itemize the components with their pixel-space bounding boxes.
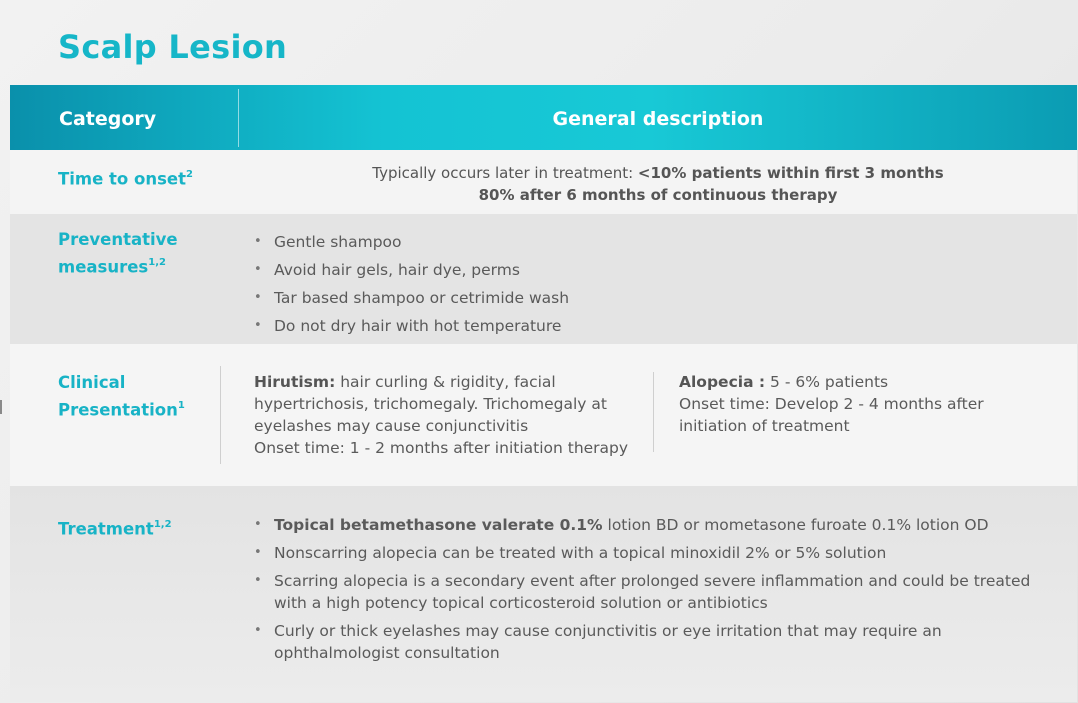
- header-category: Category: [59, 108, 157, 130]
- reference-sup: 2: [186, 169, 193, 180]
- onset-lead: Typically occurs later in treatment:: [372, 164, 638, 182]
- treatment-text: lotion BD or mometasone furoate 0.1% lotion OD: [602, 516, 989, 534]
- category-preventative-measures: [58, 228, 228, 280]
- page-title: Scalp Lesion: [58, 28, 288, 66]
- column-divider: [653, 372, 654, 452]
- list-item: • Nonscarring alopecia can be treated with a topical minoxidil 2% or 5% solution: [254, 542, 1047, 564]
- row-time-to-onset: [10, 150, 1077, 214]
- category-label: Time to onset: [58, 169, 186, 189]
- category-clinical-presentation: [58, 371, 228, 423]
- header-description: General description: [552, 108, 764, 130]
- alopecia-onset: Onset time: Develop 2 - 4 months after initiation of treatment: [679, 395, 984, 435]
- column-divider: [220, 366, 221, 464]
- row-treatment: [10, 486, 1077, 702]
- row-preventative-measures: [10, 214, 1077, 344]
- list-item: • Tar based shampoo or cetrimide wash: [254, 284, 569, 312]
- onset-description: [239, 162, 1077, 206]
- alopecia-label: Alopecia :: [679, 373, 766, 391]
- hirutism-description: [254, 371, 634, 437]
- list-item: • Do not dry hair with hot temperature: [254, 312, 569, 340]
- category-time-to-onset: [58, 164, 228, 192]
- row-clinical-presentation: [10, 344, 1077, 486]
- hirutism-label: Hirutism:: [254, 373, 336, 391]
- onset-bold: <10% patients within first 3 months: [637, 164, 944, 182]
- list-item: • Avoid hair gels, hair dye, perms: [254, 256, 569, 284]
- list-item: • Scarring alopecia is a secondary event after prolonged severe inflammation and could be treated with a high potency topical corticosteroid solution or antibiotics: [254, 570, 1047, 614]
- treatment-bold: Topical betamethasone valerate 0.1%: [274, 516, 603, 534]
- treatment-list: [254, 514, 1047, 670]
- preventative-list: [254, 228, 569, 340]
- alopecia-text: 5 - 6% patients: [765, 373, 889, 391]
- onset-line-1: [239, 162, 1077, 184]
- onset-line-2-text: 80% after 6 months of continuous therapy: [478, 186, 838, 204]
- table-header: [10, 85, 1077, 150]
- edge-mark: [0, 400, 2, 414]
- list-item: • Curly or thick eyelashes may cause conjunctivitis or eye irritation that may require an ophthalmologist consultation: [254, 620, 1047, 664]
- list-item: [254, 514, 1047, 536]
- reference-sup: 1,2: [153, 519, 172, 530]
- hirutism-text: hair curling & rigidity, facial hypertrichosis, trichomegaly. Trichomegaly at eyelashes may cause conjunctivitis: [254, 373, 607, 435]
- hirutism-block: [254, 371, 634, 459]
- reference-sup: 1,2: [148, 257, 166, 268]
- category-label-line1: Preventative: [58, 230, 178, 249]
- onset-line-2: [239, 184, 1077, 206]
- category-label-line2: measures: [58, 257, 149, 277]
- alopecia-block: [679, 371, 1009, 437]
- category-treatment: [58, 514, 228, 542]
- hirutism-onset: Onset time: 1 - 2 months after initiation therapy: [254, 439, 629, 457]
- category-label-line2: Presentation: [58, 400, 178, 420]
- category-label: Treatment: [58, 519, 154, 539]
- alopecia-description: [679, 371, 1009, 393]
- info-table: [10, 85, 1077, 702]
- category-label-line1: Clinical: [58, 373, 126, 392]
- reference-sup: 1: [177, 400, 185, 411]
- list-item: • Gentle shampoo: [254, 228, 569, 256]
